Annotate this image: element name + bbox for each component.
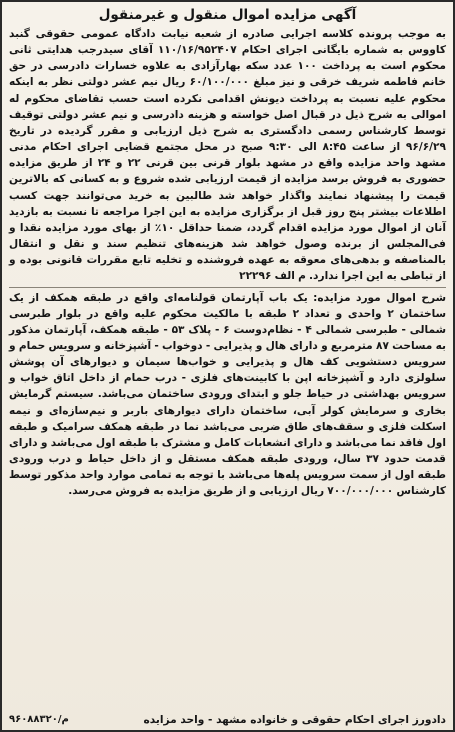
signature-line: دادورز اجرای احکام حقوقی و خانواده مشهد - واحد مزایده	[143, 714, 446, 726]
notice-body-paragraph: به موجب پرونده کلاسه اجرایی صادره از شعبه نیابت دادگاه عمومی حقوقی گنبد کاووس به شماره بایگانی اجرای احکام ۱۱۰/۱۶/۹۵۲۴۰۷ آقای سیدرجب هدایتی ثانی محکوم است به پرداخت ۱۰۰ عدد سکه بهارآزادی به علاوه خسارات دادرسی در حق خانم فاطمه شریف خرقی و نیز مبلغ ۶۰/۱۰۰/۰۰۰ ریال نیم عشر دولتی نظر به اینکه محکوم علیه نسبت به پرداخت دیونش اقدامی نکرده است حسب تقاضای محکوم له اموالی به شرح ذیل در قبال اصل خواسته و هزینه دادرسی و نیم عشر دولتی توقیف توسط کارشناس رسمی دادگستری به شرح ذیل ارزیابی و مقرر گردیده در تاریخ ۹۶/۶/۲۹ از ساعت ۸:۴۵ الی ۹:۳۰ صبح در محل مجتمع قضایی اجرای احکام مدنی مشهد واحد مزایده واقع در مشهد بلوار قرنی بین قرنی ۲۲ و ۲۴ از طریق مزایده حضوری به فروش برسد مزایده از قیمت ارزیابی شده شروع و به کسانی که بالاترین قیمت را پیشنهاد نمایند واگذار خواهد شد طالبین به خرید می‌توانند جهت کسب اطلاعات بیشتر پنج روز قبل از برگزاری مزایده به این اجرا مراجعه تا نسبت به بازدید آنان از اموال مورد مزایده اقدام گردد، ضمنا حداقل ۱۰٪ از بهای مورد مزایده نقدا و فی‌المجلس از برنده وصول خواهد شد هزینه‌های تنظیم سند و نقل و انتقال بالمناصفه و بدهی‌های معوقه به عهده فروشنده و تخلیه تابع مقررات قانونی بوده و از تباطی به این اجرا ندارد. م الف ۲۲۲۹۶	[9, 28, 446, 283]
notice-footer	[9, 712, 446, 728]
reference-number: ۹۶۰۸۸۳۲۰/م	[9, 714, 69, 725]
property-description-paragraph: شرح اموال مورد مزایده: یک باب آپارتمان قولنامه‌ای واقع در طبقه همکف از یک ساختمان ۲ واحدی و تعداد ۲ طبقه با مالکیت محکوم علیه واقع در بلوار طبرسی شمالی - طبرسی شمالی ۴ - نظام‌دوست ۶ - پلاک ۵۳ - طبقه همکف، آپارتمان مذکور به مساحت ۸۷ مترمربع و دارای هال و پذیرایی - دوخواب - آشپزخانه و سرویس حمام و سرویس دستشویی کف هال و پذیرایی و خواب‌ها سیمان و دیوارهای آن پوشش سلولزی دارد و آشپزخانه اپن با کابینت‌های فلزی - درب حمام از داخل اتاق خواب و سرویس بهداشتی در حیاط جلو و ابتدای ورودی ساختمان می‌باشد. سیستم گرمایش بخاری و سرمایش کولر آبی، ساختمان دارای دیوارهای باربر و نیم‌سازه‌ای و نیمه اسکلت فلزی و سقف‌های طاق ضربی می‌باشد نما در طبقه همکف سرامیک و طبقه اول فاقد نما می‌باشد و دارای انشعابات کامل و مشترک با طبقه اول می‌باشد و دارای قدمت حدود ۳۷ سال، ورودی طبقه همکف مستقل و از داخل حیاط و درب ورودی طبقه اول از سمت سرویس پله‌ها می‌باشد با توجه به تمامی موارد واحد مذکور توسط کارشناس ۷۰۰/۰۰۰/۰۰۰ ریال ارزیابی و از طریق مزایده به فروش می‌رسد.	[9, 291, 446, 498]
section-divider	[9, 287, 446, 288]
notice-title: آگهی مزایده اموال منقول و غیرمنقول	[98, 7, 357, 23]
